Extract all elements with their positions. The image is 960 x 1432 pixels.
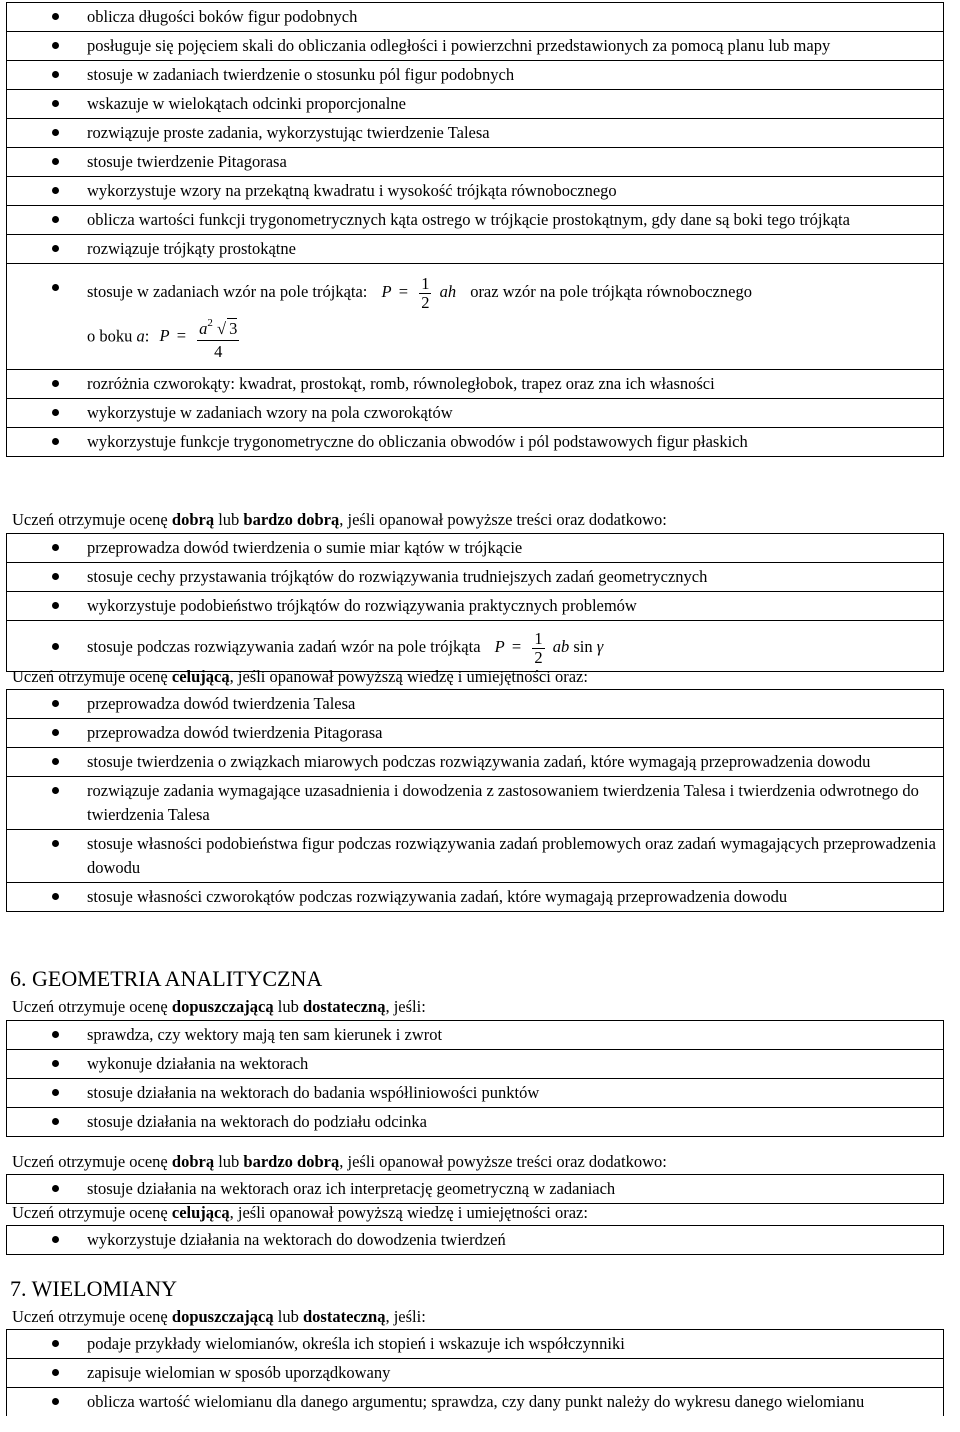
bullet-icon [52, 42, 59, 49]
list-item [7, 234, 943, 263]
heading-text: lub [214, 1152, 244, 1171]
grade-name: celującą [171, 667, 230, 686]
formula-prefix: stosuje w zadaniach wzór na pole trójkąta: [87, 282, 368, 301]
formula-eq: = [511, 637, 522, 656]
list-item [7, 1174, 943, 1203]
bullet-icon [52, 602, 59, 609]
bullet-icon [52, 284, 59, 291]
fraction-numerator: $a^2$ √ 3 [197, 312, 239, 341]
heading-text: , jeśli: [385, 1307, 426, 1326]
grade-heading-basic [12, 995, 426, 1019]
list-item [7, 747, 943, 776]
heading-text: , jeśli opanował powyższe treści oraz dodatkowo: [339, 1152, 667, 1171]
list-item [7, 1358, 943, 1387]
formula-colon: : [144, 326, 150, 346]
bullet-icon [52, 758, 59, 765]
list-item [7, 562, 943, 591]
bullet-icon [52, 1340, 59, 1347]
bullet-icon [52, 158, 59, 165]
grade-name: bardzo dobrą [243, 1152, 340, 1171]
list-item [7, 398, 943, 427]
bullet-icon [52, 129, 59, 136]
list-item-formula [7, 620, 943, 671]
fraction [532, 630, 544, 667]
list-item-text: oblicza długości boków figur podobnych [87, 7, 358, 26]
list-item [7, 1225, 943, 1254]
list-item-formula [7, 263, 943, 369]
list-item [7, 1049, 943, 1078]
list-item [7, 369, 943, 398]
bullet-icon [52, 409, 59, 416]
grade-name: dopuszczającą [171, 1307, 274, 1326]
list-item-text: przeprowadza dowód twierdzenia o sumie miar kątów w trójkącie [87, 538, 523, 557]
list-item [7, 776, 943, 829]
list-item-text: posługuje się pojęciem skali do obliczania odległości i powierzchni przedstawionych za pomocą planu lub mapy [87, 36, 831, 55]
formula-text: oraz wzór na pole trójkąta równobocznego [470, 282, 752, 301]
list-item-text: podaje przykłady wielomianów, określa ich stopień i wskazuje ich współczynniki [87, 1334, 625, 1353]
heading-text: Uczeń otrzymuje ocenę [12, 510, 172, 529]
fraction-numerator: 1 [421, 273, 430, 293]
bullet-icon [52, 13, 59, 20]
bullet-icon [52, 187, 59, 194]
requirements-table-excellent [6, 689, 944, 912]
list-item-text: przeprowadza dowód twierdzenia Talesa [87, 694, 356, 713]
list-item [7, 1078, 943, 1107]
list-item-text: stosuje cechy przystawania trójkątów do rozwiązywania trudniejszych zadań geometrycznych [87, 567, 708, 586]
list-item [7, 718, 943, 747]
bullet-icon [52, 438, 59, 445]
requirements-table-good [6, 1174, 944, 1204]
heading-text: , jeśli: [385, 997, 426, 1016]
list-item [7, 2, 943, 31]
fraction-denominator: 2 [534, 647, 543, 667]
list-item-text: stosuje działania na wektorach do podziału odcinka [87, 1112, 427, 1131]
formula-eq: = [176, 326, 186, 346]
grade-name: dobrą [171, 510, 215, 529]
formula-func: sin [573, 637, 593, 656]
grade-name: dostateczną [302, 1307, 386, 1326]
list-item [7, 882, 943, 911]
heading-text: lub [273, 1307, 303, 1326]
bullet-icon [52, 1369, 59, 1376]
requirements-table-good [6, 533, 944, 672]
requirements-table-basic [6, 2, 944, 457]
formula-var: a [199, 319, 208, 338]
list-item [7, 118, 943, 147]
bullet-icon [52, 1031, 59, 1038]
grade-name: dostateczną [302, 997, 386, 1016]
list-item-text: stosuje działania na wektorach oraz ich interpretację geometryczną w zadaniach [87, 1179, 616, 1198]
formula-prefix: stosuje podczas rozwiązywania zadań wzór na pole trójkąta [87, 637, 481, 656]
section-title: 7. WIELOMIANY [10, 1276, 178, 1301]
heading-text: Uczeń otrzymuje ocenę [12, 1307, 172, 1326]
list-item-text: wskazuje w wielokątach odcinki proporcjonalne [87, 94, 406, 113]
list-item-text: rozwiązuje proste zadania, wykorzystując twierdzenie Talesa [87, 123, 490, 142]
list-item [7, 205, 943, 234]
list-item [7, 1329, 943, 1358]
list-item [7, 1387, 943, 1416]
list-item [7, 89, 943, 118]
section-title: 6. GEOMETRIA ANALITYCZNA [10, 966, 323, 991]
formula-var: ab [552, 637, 570, 656]
formula-line [87, 627, 937, 667]
formula-eq: = [398, 282, 409, 301]
requirements-table-basic [6, 1020, 944, 1137]
bullet-icon [52, 1236, 59, 1243]
bullet-icon [52, 71, 59, 78]
list-item-text: stosuje działania na wektorach do badania współliniowości punktów [87, 1083, 540, 1102]
list-item [7, 829, 943, 882]
list-item-text: oblicza wartość wielomianu dla danego argumentu; sprawdza, czy dany punkt należy do wykresu danego wielomianu [87, 1392, 865, 1411]
bullet-icon [52, 1118, 59, 1125]
list-item-text: przeprowadza dowód twierdzenia Pitagorasa [87, 723, 383, 742]
bullet-icon [52, 893, 59, 900]
grade-name: dobrą [171, 1152, 215, 1171]
heading-text: Uczeń otrzymuje ocenę [12, 1152, 172, 1171]
list-item [7, 31, 943, 60]
bullet-icon [52, 1398, 59, 1405]
list-item-text: oblicza wartości funkcji trygonometrycznych kąta ostrego w trójkącie prostokątnym, gdy dane są boki tego trójkąta [87, 210, 850, 229]
heading-text: lub [214, 510, 244, 529]
formula-var: P [381, 282, 392, 301]
fraction [197, 312, 239, 363]
bullet-icon [52, 245, 59, 252]
bullet-icon [52, 700, 59, 707]
bullet-icon [52, 544, 59, 551]
bullet-icon [52, 643, 59, 650]
list-item [7, 176, 943, 205]
grade-heading-excellent [12, 1201, 588, 1225]
formula-var: γ [596, 637, 604, 656]
fraction [419, 275, 431, 312]
formula-root: 3 [229, 319, 238, 338]
bullet-icon [52, 840, 59, 847]
bullet-icon [52, 1060, 59, 1067]
requirements-table-excellent [6, 1225, 944, 1255]
heading-text: , jeśli opanował powyższą wiedzę i umiejętności oraz: [229, 667, 588, 686]
fraction-denominator: 4 [214, 342, 223, 361]
grade-name: dopuszczającą [171, 997, 274, 1016]
list-item [7, 60, 943, 89]
bullet-icon [52, 729, 59, 736]
formula-var: ah [439, 282, 457, 301]
list-item-text: stosuje w zadaniach twierdzenie o stosunku pól figur podobnych [87, 65, 515, 84]
formula-var: P [159, 326, 170, 346]
list-item-text: rozwiązuje trójkąty prostokątne [87, 239, 296, 258]
list-item-text: zapisuje wielomian w sposób uporządkowany [87, 1363, 391, 1382]
bullet-icon [52, 787, 59, 794]
heading-text: , jeśli opanował powyższą wiedzę i umiejętności oraz: [229, 1203, 588, 1222]
list-item [7, 689, 943, 718]
grade-name: bardzo dobrą [243, 510, 340, 529]
bullet-icon [52, 1089, 59, 1096]
formula-var: a [136, 326, 145, 346]
formula-line-2 [7, 312, 937, 363]
list-item [7, 1107, 943, 1136]
fraction-numerator: 1 [534, 628, 543, 648]
bullet-icon [52, 216, 59, 223]
formula-text: o boku [87, 326, 133, 346]
list-item-text: stosuje twierdzenie Pitagorasa [87, 152, 287, 171]
list-item-text: wykorzystuje funkcje trygonometryczne do obliczania obwodów i pól podstawowych figur płaskich [87, 432, 748, 451]
list-item [7, 1020, 943, 1049]
heading-text: Uczeń otrzymuje ocenę [12, 667, 172, 686]
heading-text: Uczeń otrzymuje ocenę [12, 1203, 172, 1222]
bullet-icon [52, 1185, 59, 1192]
formula-line [87, 272, 937, 312]
bullet-icon [52, 573, 59, 580]
heading-text: , jeśli opanował powyższe treści oraz dodatkowo: [339, 510, 667, 529]
list-item-text: wykonuje działania na wektorach [87, 1054, 309, 1073]
list-item [7, 427, 943, 456]
list-item-text: rozwiązuje zadania wymagające uzasadnienia i dowodzenia z zastosowaniem twierdzenia Talesa i twierdzenia odwrotnego do twierdzenia Talesa [87, 781, 919, 824]
list-item-text: wykorzystuje wzory na przekątną kwadratu i wysokość trójkąta równobocznego [87, 181, 617, 200]
heading-text: Uczeń otrzymuje ocenę [12, 997, 172, 1016]
grade-heading-excellent [12, 665, 588, 689]
fraction-denominator: 2 [421, 292, 430, 312]
grade-heading-good [12, 1150, 667, 1174]
list-item-text: wykorzystuje podobieństwo trójkątów do rozwiązywania praktycznych problemów [87, 596, 637, 615]
bullet-icon [52, 380, 59, 387]
requirements-table-basic [6, 1329, 944, 1416]
grade-heading-basic [12, 1305, 426, 1329]
heading-text: lub [273, 997, 303, 1016]
list-item [7, 147, 943, 176]
list-item [7, 533, 943, 562]
list-item-text: wykorzystuje w zadaniach wzory na pola czworokątów [87, 403, 453, 422]
list-item-text: stosuje własności czworokątów podczas rozwiązywania zadań, które wymagają przeprowadzenia dowodu [87, 887, 788, 906]
formula-exponent: 2 [207, 317, 213, 329]
grade-name: celującą [171, 1203, 230, 1222]
list-item-text: stosuje twierdzenia o związkach miarowych podczas rozwiązywania zadań, które wymagają przeprowadzenia dowodu [87, 752, 871, 771]
list-item-text: wykorzystuje działania na wektorach do dowodzenia twierdzeń [87, 1230, 506, 1249]
list-item-text: rozróżnia czworokąty: kwadrat, prostokąt, romb, równoległobok, trapez oraz zna ich własności [87, 374, 715, 393]
list-item-text: sprawdza, czy wektory mają ten sam kierunek i zwrot [87, 1025, 443, 1044]
bullet-icon [52, 100, 59, 107]
grade-heading-good [12, 508, 667, 532]
formula-var: P [494, 637, 505, 656]
list-item [7, 591, 943, 620]
list-item-text: stosuje własności podobieństwa figur podczas rozwiązywania zadań problemowych oraz zadań wymagających przeprowadzenia dowodu [87, 834, 936, 877]
